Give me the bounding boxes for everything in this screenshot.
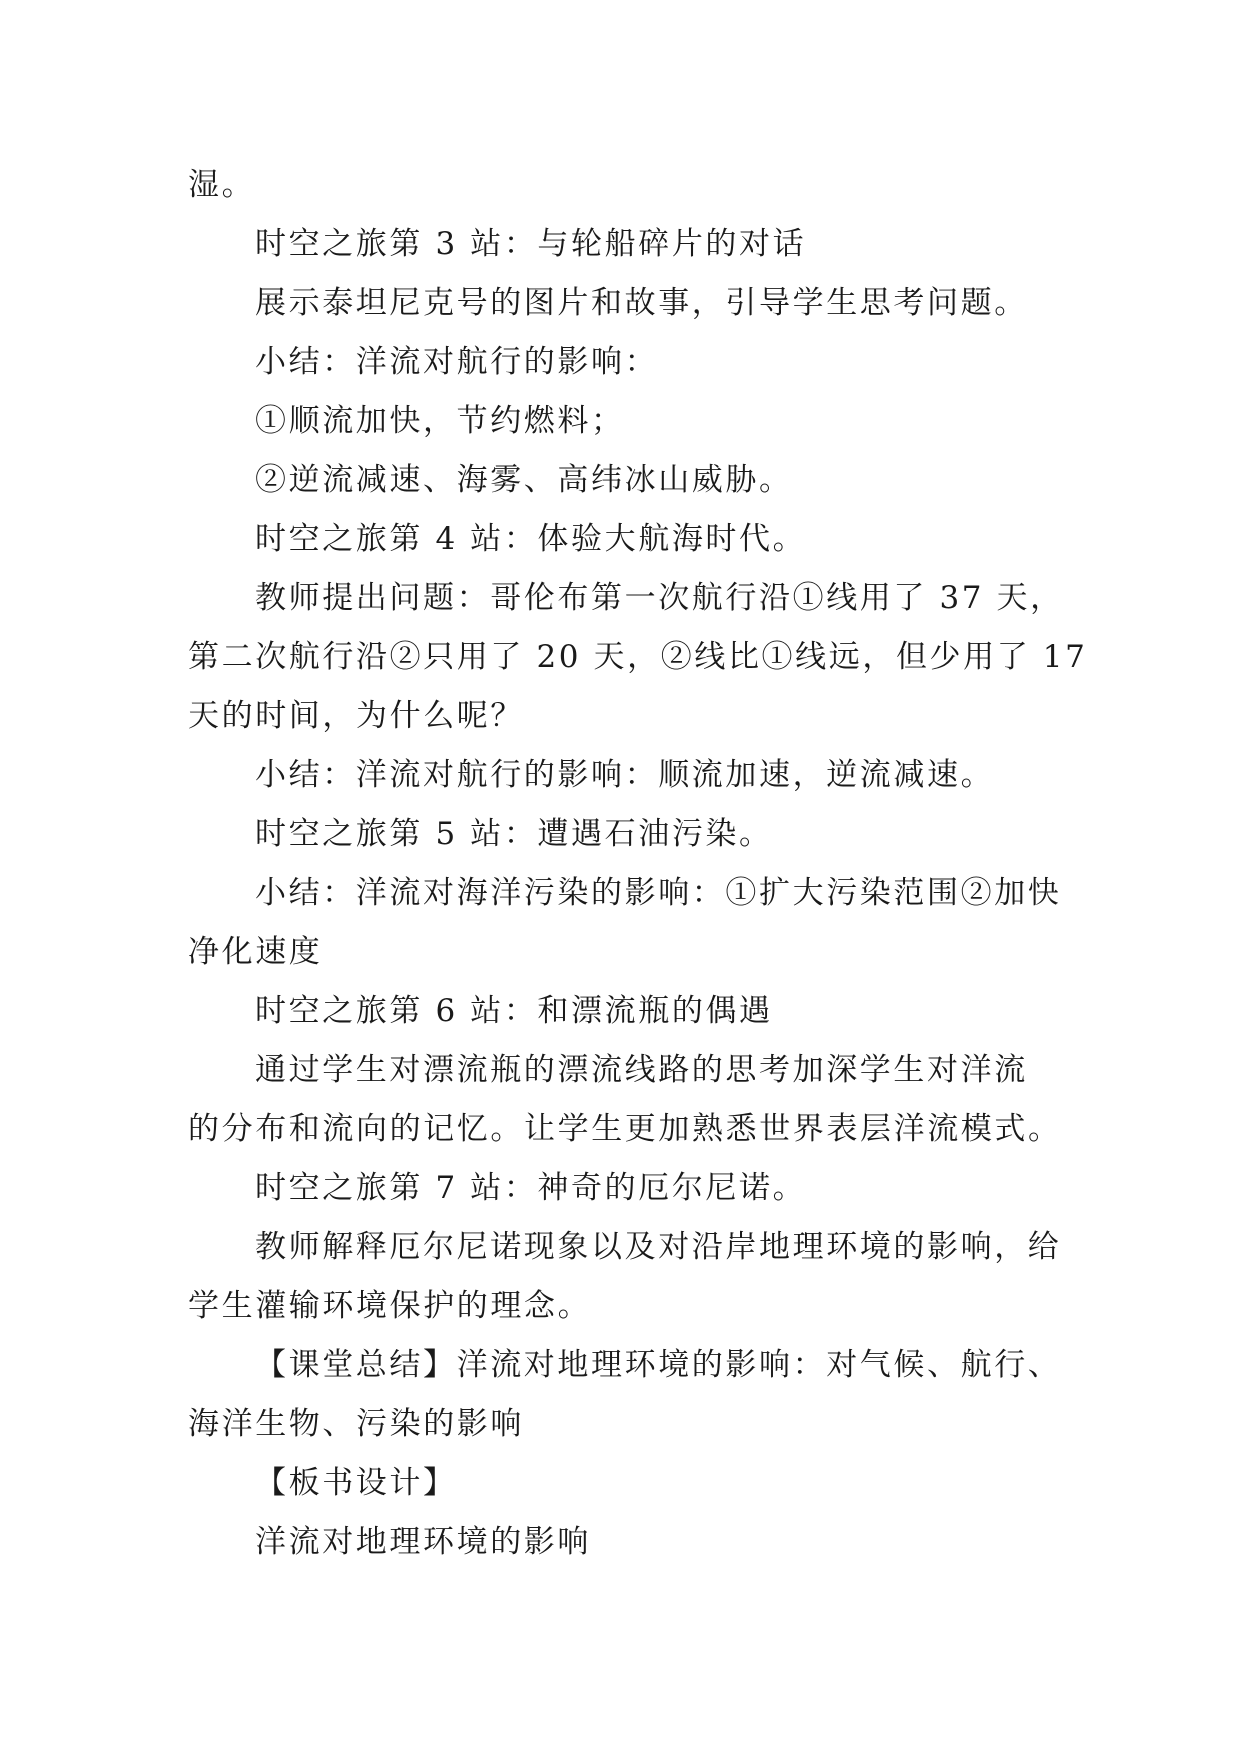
paragraph bbox=[188, 156, 1066, 215]
paragraph-line: 教师解释厄尔尼诺现象以及对沿岸地理环境的影响，给 bbox=[255, 1229, 1062, 1265]
paragraph-line: 时空之旅第 3 站：与轮船碎片的对话 bbox=[255, 226, 807, 262]
paragraph-line: ①顺流加快，节约燃料； bbox=[255, 403, 625, 439]
paragraph bbox=[188, 510, 1066, 569]
paragraph-line: ②逆流减速、海雾、高纬冰山威胁。 bbox=[255, 462, 793, 498]
paragraph-line: 学生灌输环境保护的理念。 bbox=[188, 1288, 592, 1324]
paragraph bbox=[188, 1159, 1066, 1218]
paragraph-line: 通过学生对漂流瓶的漂流线路的思考加深学生对洋流 bbox=[255, 1052, 1028, 1088]
paragraph-line: 时空之旅第 5 站：遭遇石油污染。 bbox=[255, 816, 773, 852]
paragraph-line: 时空之旅第 6 站：和漂流瓶的偶遇 bbox=[255, 993, 773, 1029]
paragraph-line: 小结：洋流对航行的影响： bbox=[255, 344, 659, 380]
paragraph bbox=[188, 1454, 1066, 1513]
paragraph-line: 【课堂总结】洋流对地理环境的影响：对气候、航行、 bbox=[255, 1347, 1062, 1383]
paragraph-line: 时空之旅第 7 站：神奇的厄尔尼诺。 bbox=[255, 1170, 807, 1206]
paragraph bbox=[188, 274, 1066, 333]
paragraph bbox=[188, 215, 1066, 274]
paragraph bbox=[188, 333, 1066, 392]
paragraph bbox=[188, 569, 1088, 746]
paragraph-line: 展示泰坦尼克号的图片和故事，引导学生思考问题。 bbox=[255, 285, 1028, 321]
paragraph bbox=[188, 864, 1066, 982]
paragraph bbox=[188, 1218, 1066, 1336]
paragraph bbox=[188, 451, 1066, 510]
paragraph bbox=[188, 982, 1066, 1041]
document-body bbox=[188, 156, 1088, 1572]
paragraph bbox=[188, 805, 1066, 864]
paragraph-line: 湿。 bbox=[188, 167, 256, 203]
paragraph bbox=[188, 746, 1066, 805]
paragraph bbox=[188, 1513, 1066, 1572]
paragraph-line: 洋流对地理环境的影响 bbox=[255, 1524, 591, 1560]
paragraph-line: 教师提出问题：哥伦布第一次航行沿①线用了 37 天， bbox=[255, 580, 1064, 616]
paragraph bbox=[188, 1336, 1066, 1454]
paragraph-line: 海洋生物、污染的影响 bbox=[188, 1406, 524, 1442]
paragraph-line: 【板书设计】 bbox=[255, 1465, 457, 1501]
paragraph-line: 的分布和流向的记忆。让学生更加熟悉世界表层洋流模式。 bbox=[188, 1111, 1062, 1147]
paragraph-line: 天的时间，为什么呢？ bbox=[188, 698, 524, 734]
paragraph-line: 时空之旅第 4 站：体验大航海时代。 bbox=[255, 521, 807, 557]
paragraph-line: 小结：洋流对航行的影响：顺流加速，逆流减速。 bbox=[255, 757, 995, 793]
paragraph bbox=[188, 1041, 1066, 1159]
paragraph-line: 第二次航行沿②只用了 20 天，②线比①线远，但少用了 17 bbox=[188, 639, 1088, 675]
paragraph bbox=[188, 392, 1066, 451]
paragraph-line: 净化速度 bbox=[188, 934, 323, 970]
paragraph-line: 小结：洋流对海洋污染的影响：①扩大污染范围②加快 bbox=[255, 875, 1062, 911]
